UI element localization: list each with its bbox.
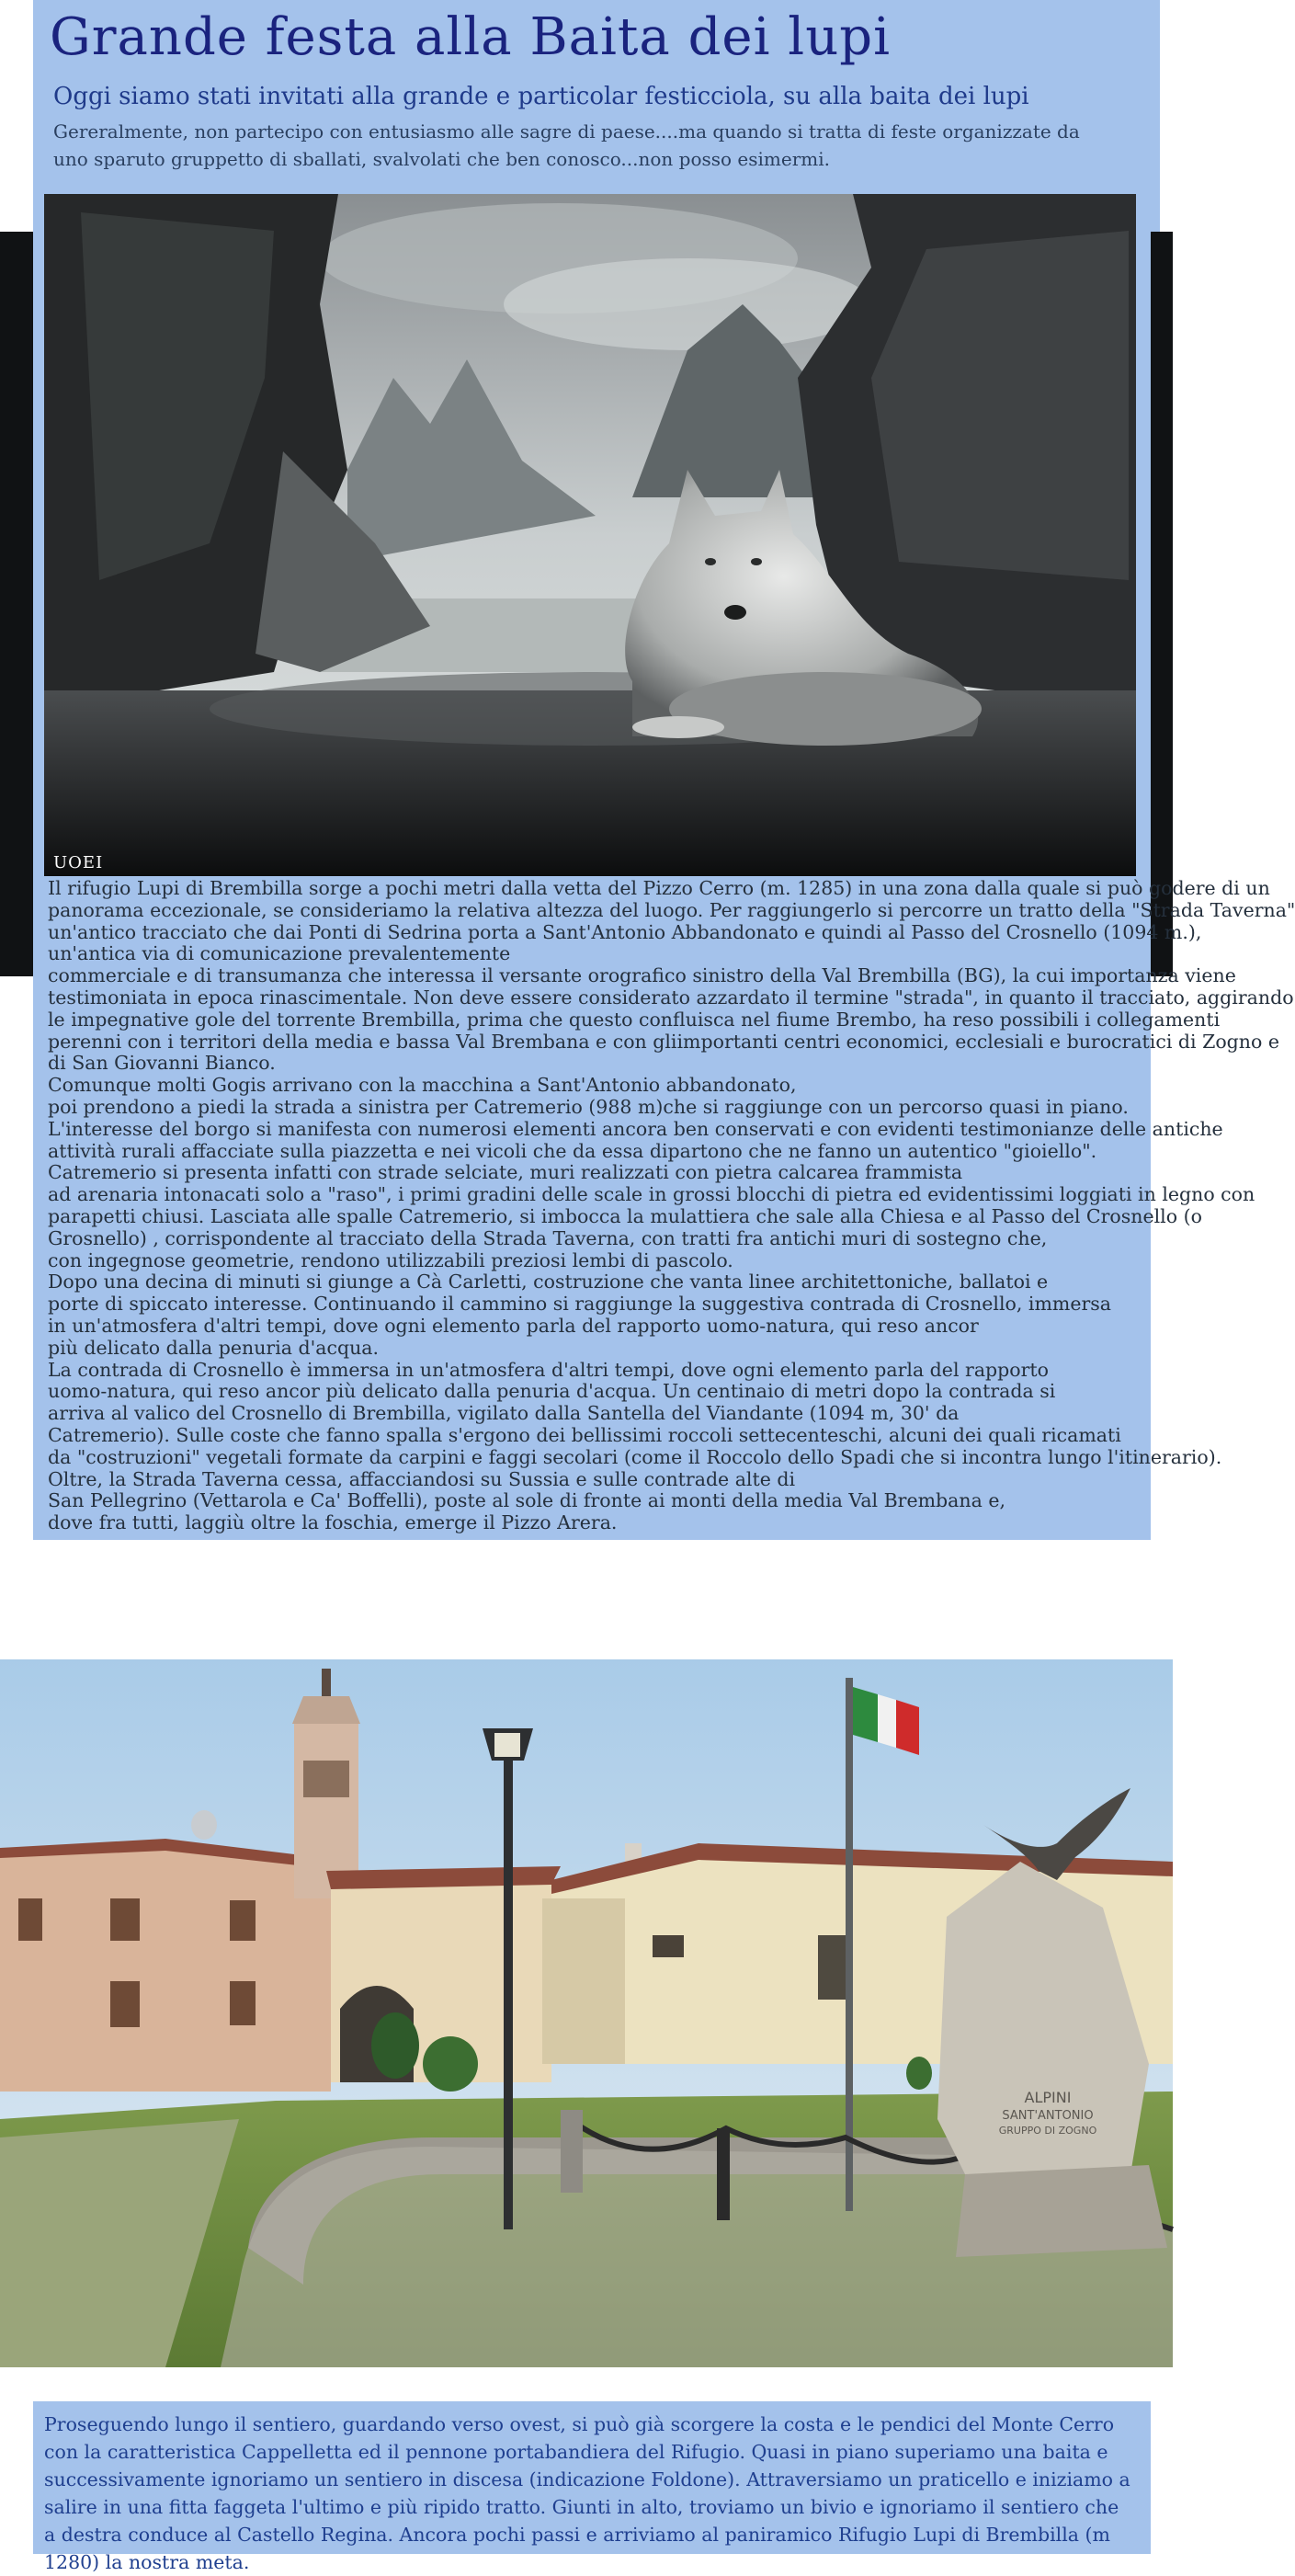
body-line: più delicato dalla penuria d'acqua.	[48, 1336, 380, 1359]
body-line: commerciale e di transumanza che interessa il versante orografico sinistro della Val Brembilla (BG), la cui importanza viene	[48, 964, 1236, 987]
body-line: le impegnative gole del torrente Brembilla, prima che questo confluisca nel fiume Brembo, ha reso possibili i collegamenti	[48, 1008, 1221, 1031]
body-line: Grosnello) , corrispondente al tracciato della Strada Taverna, con tratti fra antichi muri di sostegno che,	[48, 1226, 1048, 1249]
body-line: testimoniata in epoca rinascimentale. Non deve essere considerato azzardato il termine "strada", in quanto il tracciato, aggirando	[48, 986, 1294, 1009]
body-line: un'antico tracciato che dai Ponti di Sedrina porta a Sant'Antonio Abbandonato e quindi al Passo del Crosnello (1094 m.),	[48, 920, 1202, 943]
wolf-photo	[44, 194, 1136, 876]
body-line: Comunque molti Gogis arrivano con la macchina a Sant'Antonio abbandonato,	[48, 1074, 797, 1097]
body-line: porte di spiccato interesse. Continuando il cammino si raggiunge la suggestiva contrada di Crosnello, immersa	[48, 1293, 1111, 1316]
body-line: uomo-natura, qui reso ancor più delicato dalla penuria d'acqua. Un centinaio di metri dopo la contrada si	[48, 1380, 1056, 1403]
body-line: arriva al valico del Crosnello di Brembilla, vigilato dalla Santella del Viandante (1094 m, 30' da	[48, 1402, 960, 1425]
body-line: dove fra tutti, laggiù oltre la foschia, emerge il Pizzo Arera.	[48, 1511, 618, 1534]
body-line: Catremerio). Sulle coste che fanno spalla s'ergono dei bellissimi roccoli settecenteschi, alcuni dei quali ricamati	[48, 1423, 1121, 1446]
body-line: poi prendono a piedi la strada a sinistra per Catremerio (988 m)che si raggiunge con un percorso quasi in piano.	[48, 1095, 1129, 1118]
body-line: in un'atmosfera d'altri tempi, dove ogni elemento parla del rapporto uomo-natura, qui reso ancor	[48, 1314, 979, 1337]
intro-paragraph: Gereralmente, non partecipo con entusiasmo alle sagre di paese....ma quando si tratta di feste organizzate da uno sparuto gruppetto di sballati, svalvolati che ben conosco...non posso esimermi.	[53, 120, 1080, 170]
footer-paragraph: Proseguendo lungo il sentiero, guardando verso ovest, si può già scorgere la costa e le pendici del Monte Cerro con la caratteristica Cappelletta ed il pennone portabandiera del Rifugio. Quasi in piano superiamo una baita e successivamente ignoriamo un sentiero in discesa (indicazione Foldone). Attraversiamo un praticello e iniziamo a salire in una fitta faggeta l'ultimo e più ripido tratto. Giunti in alto, troviamo un bivio e ignoriamo il sentiero che a destra conduce al Castello Regina. Ancora pochi passi e arriviamo al paniramico Rifugio Lupi di Brembilla (m 1280) la nostra meta.	[44, 2413, 1130, 2573]
body-line: da "costruzioni" vegetali formate da carpini e faggi secolari (come il Roccolo dello Spadi che si incontra lungo l'itinerario).	[48, 1445, 1222, 1468]
monument-inscription-1: ALPINI	[1024, 2089, 1072, 2106]
monument-inscription-2: SANT'ANTONIO	[1002, 2109, 1094, 2123]
page-subtitle: Oggi siamo stati invitati alla grande e particolar festicciola, su alla baita dei lupi	[53, 83, 1029, 110]
body-line: Catremerio si presenta infatti con strade selciate, muri realizzati con pietra calcarea frammista	[48, 1161, 963, 1184]
body-line: Il rifugio Lupi di Brembilla sorge a pochi metri dalla vetta del Pizzo Cerro (m. 1285) in una zona dalla quale si può godere di un	[48, 877, 1270, 899]
monument-inscription-3: GRUPPO DI ZOGNO	[998, 2125, 1097, 2137]
body-line: Dopo una decina di minuti si giunge a Cà Carletti, costruzione che vanta linee architettoniche, ballatoi e	[48, 1271, 1049, 1294]
body-line: attività rurali affacciate sulla piazzetta e nei vicoli che da essa dipartono che ne fanno un autentico "gioiello".	[48, 1139, 1097, 1162]
body-line: L'interesse del borgo si manifesta con numerosi elementi ancora ben conservati e con evidenti testimonianze delle antiche	[48, 1117, 1223, 1140]
body-line: con ingegnose geometrie, rendono utilizzabili preziosi lembi di pascolo.	[48, 1248, 733, 1271]
page-title: Grande festa alla Baita dei lupi	[50, 7, 892, 67]
article-body	[48, 877, 1295, 1534]
photo-credit: UOEI	[53, 853, 104, 872]
body-line: Oltre, la Strada Taverna cessa, affacciandosi su Sussia e sulle contrade alte di	[48, 1467, 796, 1490]
body-line: parapetti chiusi. Lasciata alle spalle Catremerio, si imbocca la mulattiera che sale alla Chiesa e al Passo del Crosnello (o	[48, 1204, 1202, 1227]
body-line: un'antica via di comunicazione prevalentemente	[48, 942, 511, 965]
body-line: panorama eccezionale, se consideriamo la relativa altezza del luogo. Per raggiungerlo si percorre un tratto della "Strada Taverna"	[48, 898, 1295, 921]
body-line: ad arenaria intonacati solo a "raso", i primi gradini delle scale in grossi blocchi di pietra ed evidentissimi loggiati in legno con	[48, 1183, 1255, 1206]
body-line: di San Giovanni Bianco.	[48, 1052, 276, 1075]
village-photo	[0, 1659, 1173, 2367]
body-line: perenni con i territori della media e bassa Val Brembana e con gliimportanti centri economici, ecclesiali e burocratici di Zogno e	[48, 1030, 1279, 1053]
right-dark-edge	[1151, 232, 1173, 976]
body-line: La contrada di Crosnello è immersa in un'atmosfera d'altri tempi, dove ogni elemento parla del rapporto	[48, 1358, 1050, 1381]
body-line: San Pellegrino (Vettarola e Ca' Boffelli), poste al sole di fronte ai monti della media Val Brembana e,	[48, 1489, 1005, 1512]
left-dark-edge	[0, 232, 33, 976]
